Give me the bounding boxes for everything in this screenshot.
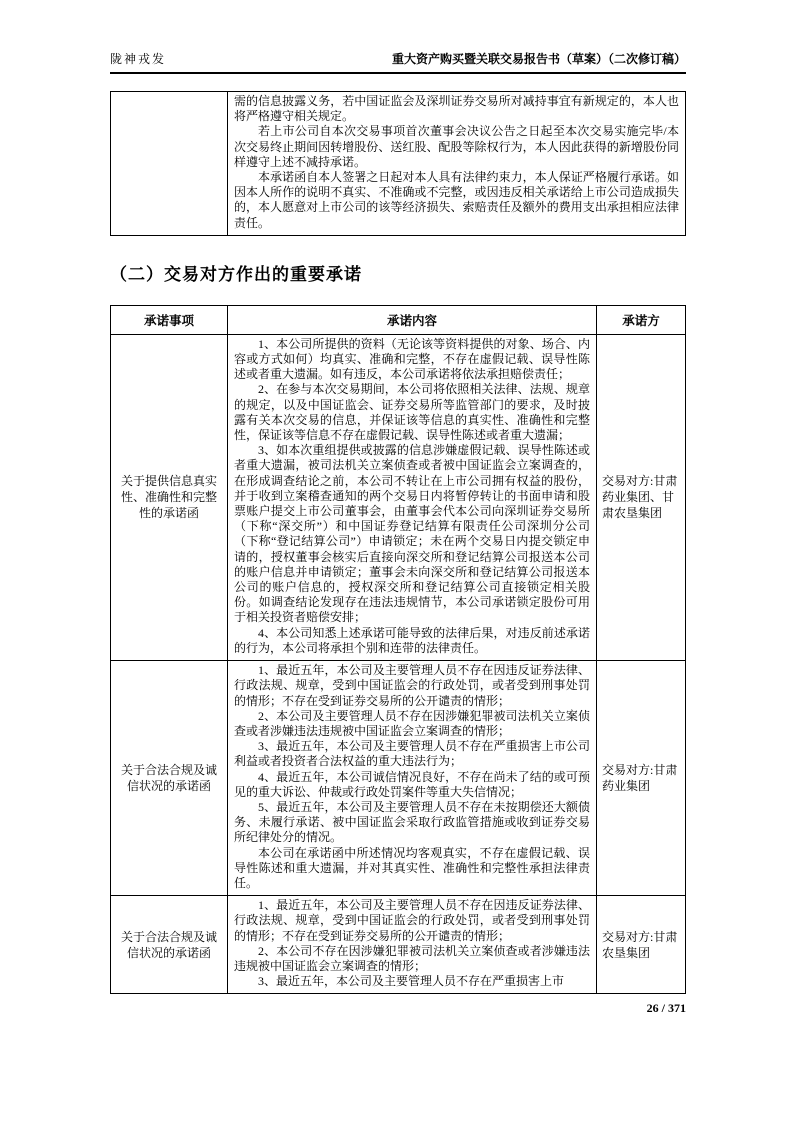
page-number: 26 / 371 — [646, 1001, 686, 1016]
paragraph: 2、本公司不存在因涉嫌犯罪被司法机关立案侦查或者涉嫌违法违规被中国证监会立案调查的情形； — [234, 943, 590, 973]
paragraph: 2、本公司及主要管理人员不存在因涉嫌犯罪被司法机关立案侦查或者涉嫌违法违规被中国证监会立案调查的情形； — [234, 708, 590, 738]
header-company-name: 陇神戎发 — [110, 52, 167, 66]
paragraph: 5、最近五年，本公司及主要管理人员不存在未按期偿还大额债务、未履行承诺、被中国证监会采取行政监管措施或收到证券交易所纪律处分的情况。 — [234, 799, 590, 845]
commitment-party-cell: 交易对方:甘肃药业集团、甘肃农垦集团 — [597, 334, 686, 660]
commitment-content-cell — [228, 896, 597, 994]
commitment-content-cell — [228, 334, 597, 660]
paragraph: 若上市公司自本次交易事项首次董事会决议公告之日起至本次交易实施完毕/本次交易终止期间因转增股份、送红股、配股等除权行为，本人因此获得的新增股份同样遵守上述不减持承诺。 — [234, 124, 679, 169]
page-header — [110, 50, 686, 74]
column-header-content: 承诺内容 — [228, 305, 597, 334]
table-row — [111, 334, 686, 660]
paragraph: 1、最近五年，本公司及主要管理人员不存在因违反证券法律、行政法规、规章，受到中国证监会的行政处罚，或者受到刑事处罚的情形；不存在受到证券交易所的公开谴责的情形； — [234, 663, 590, 708]
commitment-item-cell: 关于合法合规及诚信状况的承诺函 — [111, 661, 228, 896]
header-report-title: 重大资产购买暨关联交易报告书（草案）（二次修订稿） — [391, 52, 686, 66]
commitment-content-cell — [228, 661, 597, 896]
paragraph: 2、在参与本次交易期间，本公司将依照相关法律、法规、规章的规定，以及中国证监会、证券交易所等监管部门的要求，及时披露有关本次交易的信息，并保证该等信息的真实性、准确性和完整性，保证该等信息不存在虚假记载、误导性陈述或者重大遗漏； — [234, 382, 590, 443]
commitments-table — [110, 305, 686, 995]
continuation-table — [110, 91, 686, 236]
paragraph: 需的信息披露义务，若中国证监会及深圳证券交易所对减持事宜有新规定的，本人也将严格遵守相关规定。 — [234, 94, 679, 124]
paragraph: 4、本公司知悉上述承诺可能导致的法律后果，对违反前述承诺的行为，本公司将承担个别和连带的法律责任。 — [234, 625, 590, 655]
paragraph: 3、如本次重组提供或披露的信息涉嫌虚假记载、误导性陈述或者重大遗漏，被司法机关立案侦查或者被中国证监会立案调查的，在形成调查结论之前，本公司不转让在上市公司拥有权益的股份，并于收到立案稽查通知的两个交易日内将暂停转让的书面申请和股票账户提交上市公司董事会，由董事会代本公司向深圳证券交易所（下称“深交所”）和中国证券登记结算有限责任公司深圳分公司（下称“登记结算公司”）申请锁定；未在两个交易日内提交锁定申请的，授权董事会核实后直接向深交所和登记结算公司报送本公司的账户信息并申请锁定；董事会未向深交所和登记结算公司报送本公司的账户信息的，授权深交所和登记结算公司直接锁定相关股份。如调查结论发现存在违法违规情节，本公司承诺锁定股份可用于相关投资者赔偿安排； — [234, 443, 590, 625]
paragraph: 3、最近五年，本公司及主要管理人员不存在严重损害上市 — [258, 974, 565, 989]
table-row — [111, 661, 686, 896]
commitment-party-cell: 交易对方:甘肃药业集团 — [597, 661, 686, 896]
paragraph: 本公司在承诺函中所述情况均客观真实，不存在虚假记载、误导性陈述和重大遗漏，并对其真实性、准确性和完整性承担法律责任。 — [234, 845, 590, 890]
column-header-item: 承诺事项 — [111, 305, 228, 334]
paragraph: 1、最近五年，本公司及主要管理人员不存在因违反证券法律、行政法规、规章，受到中国证监会的行政处罚，或者受到刑事处罚的情形；不存在受到证券交易所的公开谴责的情形； — [234, 898, 590, 943]
continuation-content-cell — [228, 92, 686, 236]
paragraph: 4、最近五年，本公司诚信情况良好，不存在尚未了结的或可预见的重大诉讼、仲裁或行政处罚案件等重大失信情况； — [234, 769, 590, 799]
paragraph: 1、本公司所提供的资料（无论该等资料提供的对象、场合、内容或方式如何）均真实、准确和完整，不存在虚假记载、误导性陈述或者重大遗漏。如有违反，本公司承诺将依法承担赔偿责任； — [234, 336, 590, 382]
commitment-item-cell: 关于提供信息真实性、准确性和完整性的承诺函 — [111, 334, 228, 660]
table-row — [111, 92, 686, 236]
section-heading: （二）交易对方作出的重要承诺 — [110, 264, 362, 284]
continuation-item-cell — [111, 92, 228, 236]
column-header-party: 承诺方 — [597, 305, 686, 334]
table-row — [111, 896, 686, 994]
table-header-row — [111, 305, 686, 334]
paragraph: 3、最近五年，本公司及主要管理人员不存在严重损害上市公司利益或者投资者合法权益的重大违法行为； — [234, 739, 590, 769]
paragraph: 本承诺函自本人签署之日起对本人具有法律约束力，本人保证严格履行承诺。如因本人所作的说明不真实、不准确或不完整，或因违反相关承诺给上市公司造成损失的，本人愿意对上市公司的该等经济损失、索赔责任及额外的费用支出承担相应法律责任。 — [234, 170, 679, 230]
commitment-party-cell: 交易对方:甘肃农垦集团 — [597, 896, 686, 994]
commitment-item-cell: 关于合法合规及诚信状况的承诺函 — [111, 896, 228, 994]
